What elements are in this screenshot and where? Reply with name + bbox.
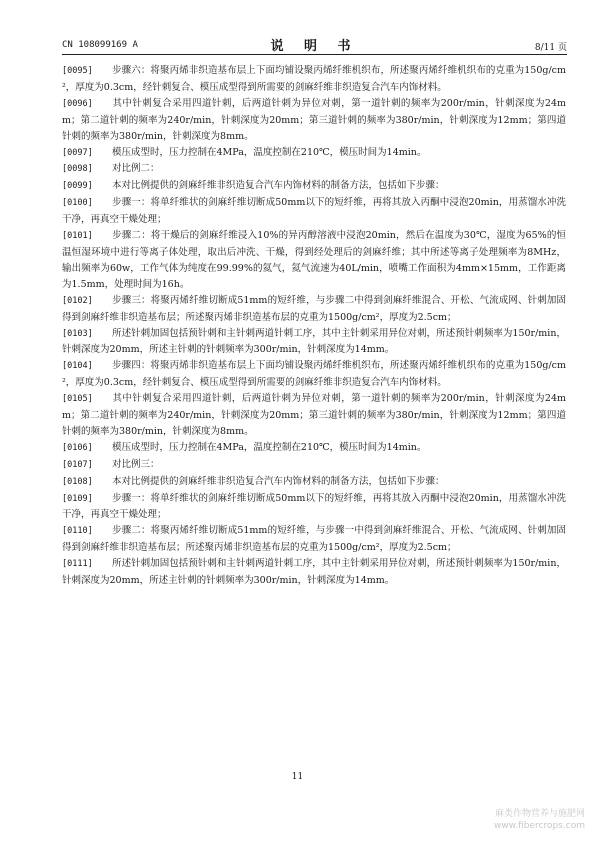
paragraph-text: 步骤六：将聚丙烯非织造基布层上下面均铺设聚丙烯纤维机织布，所述聚丙烯纤维机织布的克重为150g/cm²，厚度为0.3cm，经针刺复合、模压成型得到所需要的剑麻纤维非织造复合汽车内饰材料。 xyxy=(62,65,566,93)
paragraph-text: 本对比例提供的剑麻纤维非织造复合汽车内饰材料的制备方法，包括如下步骤： xyxy=(112,180,445,192)
paragraph-number: [0097] xyxy=(62,147,93,158)
paragraph-number: [0104] xyxy=(62,361,93,372)
paragraph xyxy=(62,491,566,524)
document-body xyxy=(62,63,566,589)
paragraph-number: [0098] xyxy=(62,164,93,175)
paragraph xyxy=(62,63,566,96)
paragraph-number: [0101] xyxy=(62,231,93,242)
paragraph xyxy=(62,293,566,326)
paragraph xyxy=(62,440,566,457)
paragraph-text: 对比例二： xyxy=(112,163,160,175)
paragraph-text: 其中针刺复合采用四道针刺，后两道针刺为异位对刺，第一道针刺的频率为200r/min，针刺深度为24mm；第二道针刺的频率为240r/min，针刺深度为20mm；第三道针刺的频率为380r/min，针刺深度为12mm；第四道针刺的频率为380r/min，针刺深度为8mm。 xyxy=(62,97,566,142)
paragraph xyxy=(62,391,566,440)
paragraph-text: 模压成型时，压力控制在4MPa，温度控制在210℃，模压时间为14min。 xyxy=(112,441,427,453)
paragraph-text: 步骤四：将聚丙烯非织造基布层上下面均铺设聚丙烯纤维机织布，所述聚丙烯纤维机织布的克重为150g/cm²，厚度为0.3cm，经针刺复合、模压成型得到所需要的剑麻纤维非织造复合汽车内饰材料。 xyxy=(62,360,566,389)
site-watermark xyxy=(494,808,585,832)
paragraph-number: [0099] xyxy=(62,181,93,192)
paragraph xyxy=(62,457,566,474)
paragraph-number: [0102] xyxy=(62,295,93,306)
paragraph-text: 其中针刺复合采用四道针刺，后两道针刺为异位对刺，第一道针刺的频率为200r/min，针刺深度为24mm；第二道针刺的频率为240r/min，针刺深度为20mm；第三道针刺的频率为380r/min，针刺深度为12mm；第四道针刺的频率为380r/min，针刺深度为8mm。 xyxy=(62,393,566,437)
watermark-url: www.fibercrops.com xyxy=(494,821,585,831)
paragraph xyxy=(62,358,566,391)
paragraph-text: 模压成型时，压力控制在4MPa，温度控制在210℃，模压时间为14min。 xyxy=(112,146,427,158)
paragraph xyxy=(62,161,566,178)
paragraph-text: 对比例三： xyxy=(112,458,160,470)
paragraph-text: 步骤二：将聚丙烯纤维切断成51mm的短纤维，与步骤一中得到剑麻纤维混合、开松、气流成网、针刺加固得到剑麻纤维非织造基布层；所述聚丙烯非织造基布层的克重为1500g/cm²，厚度为2.5cm； xyxy=(62,525,566,554)
paragraph-number: [0095] xyxy=(62,66,93,76)
paragraph xyxy=(62,228,566,293)
paragraph-number: [0110] xyxy=(62,526,93,537)
paragraph xyxy=(62,145,566,162)
page-of-total: 8/11 页 xyxy=(534,43,567,53)
paragraph-number: [0109] xyxy=(62,493,93,504)
paragraph xyxy=(62,474,566,491)
paragraph xyxy=(62,523,566,556)
patent-number: CN 108099169 A xyxy=(62,40,138,50)
paragraph-text: 步骤一：将单纤维状的剑麻纤维切断成50mm以下的短纤维，再将其放入丙酮中浸泡20min，用蒸馏水冲洗干净，再真空干燥处理； xyxy=(62,492,566,521)
paragraph xyxy=(62,326,566,359)
paragraph-text: 所述针刺加固包括预针刺和主针刺两道针刺工序，其中主针刺采用异位对刺，所述预针刺频率为150r/min，针刺深度为20mm，所述主针刺的针刺频率为300r/min，针刺深度为14mm。 xyxy=(62,558,566,587)
paragraph-text: 本对比例提供的剑麻纤维非织造复合汽车内饰材料的制备方法，包括如下步骤： xyxy=(112,475,445,487)
paragraph xyxy=(62,96,566,145)
paragraph-number: [0107] xyxy=(62,459,93,470)
paragraph-number: [0105] xyxy=(62,394,93,405)
paragraph-number: [0106] xyxy=(62,442,93,453)
paragraph xyxy=(62,195,566,228)
paragraph-text: 步骤三：将聚丙烯纤维切断成51mm的短纤维，与步骤二中得到剑麻纤维混合、开松、气流成网、针刺加固得到剑麻纤维非织造基布层；所述聚丙烯非织造基布层的克重为1500g/cm²，厚度为2.5cm； xyxy=(62,294,566,323)
paragraph-text: 步骤二：将干燥后的剑麻纤维浸入10%的异丙醇溶液中浸泡20min，然后在温度为30℃，湿度为65%的恒温恒湿环境中进行等离子体处理，取出后冲洗、干燥，得到经处理后的剑麻纤维；其中所述等离子处理频率为8MHz，输出频率为60w，工作气体为纯度在99.99%的氦气，氦气流速为40L/min，喷嘴工作面积为4mm×15mm，工作距离为1.5mm，处理时间为16h。 xyxy=(62,230,566,290)
document-type-title: 说 明 书 xyxy=(270,39,359,54)
paragraph xyxy=(62,178,566,195)
paragraph-text: 所述针刺加固包括预针刺和主针刺两道针刺工序，其中主针刺采用异位对刺，所述预针刺频率为150r/min，针刺深度为20mm，所述主针刺的针刺频率为300r/min，针刺深度为14mm。 xyxy=(62,327,566,356)
watermark-site-name: 麻类作物营养与施肥网 xyxy=(494,809,585,819)
paragraph xyxy=(62,556,566,589)
page-number: 11 xyxy=(291,772,304,782)
paragraph-number: [0111] xyxy=(62,559,93,570)
paragraph-number: [0103] xyxy=(62,328,93,339)
paragraph-number: [0108] xyxy=(62,476,93,487)
paragraph-number: [0096] xyxy=(62,98,93,109)
paragraph-text: 步骤一：将单纤维状的剑麻纤维切断成50mm以下的短纤维，再将其放入丙酮中浸泡20min，用蒸馏水冲洗干净，再真空干燥处理； xyxy=(62,197,566,226)
paragraph-number: [0100] xyxy=(62,198,93,209)
page-header xyxy=(62,30,567,55)
